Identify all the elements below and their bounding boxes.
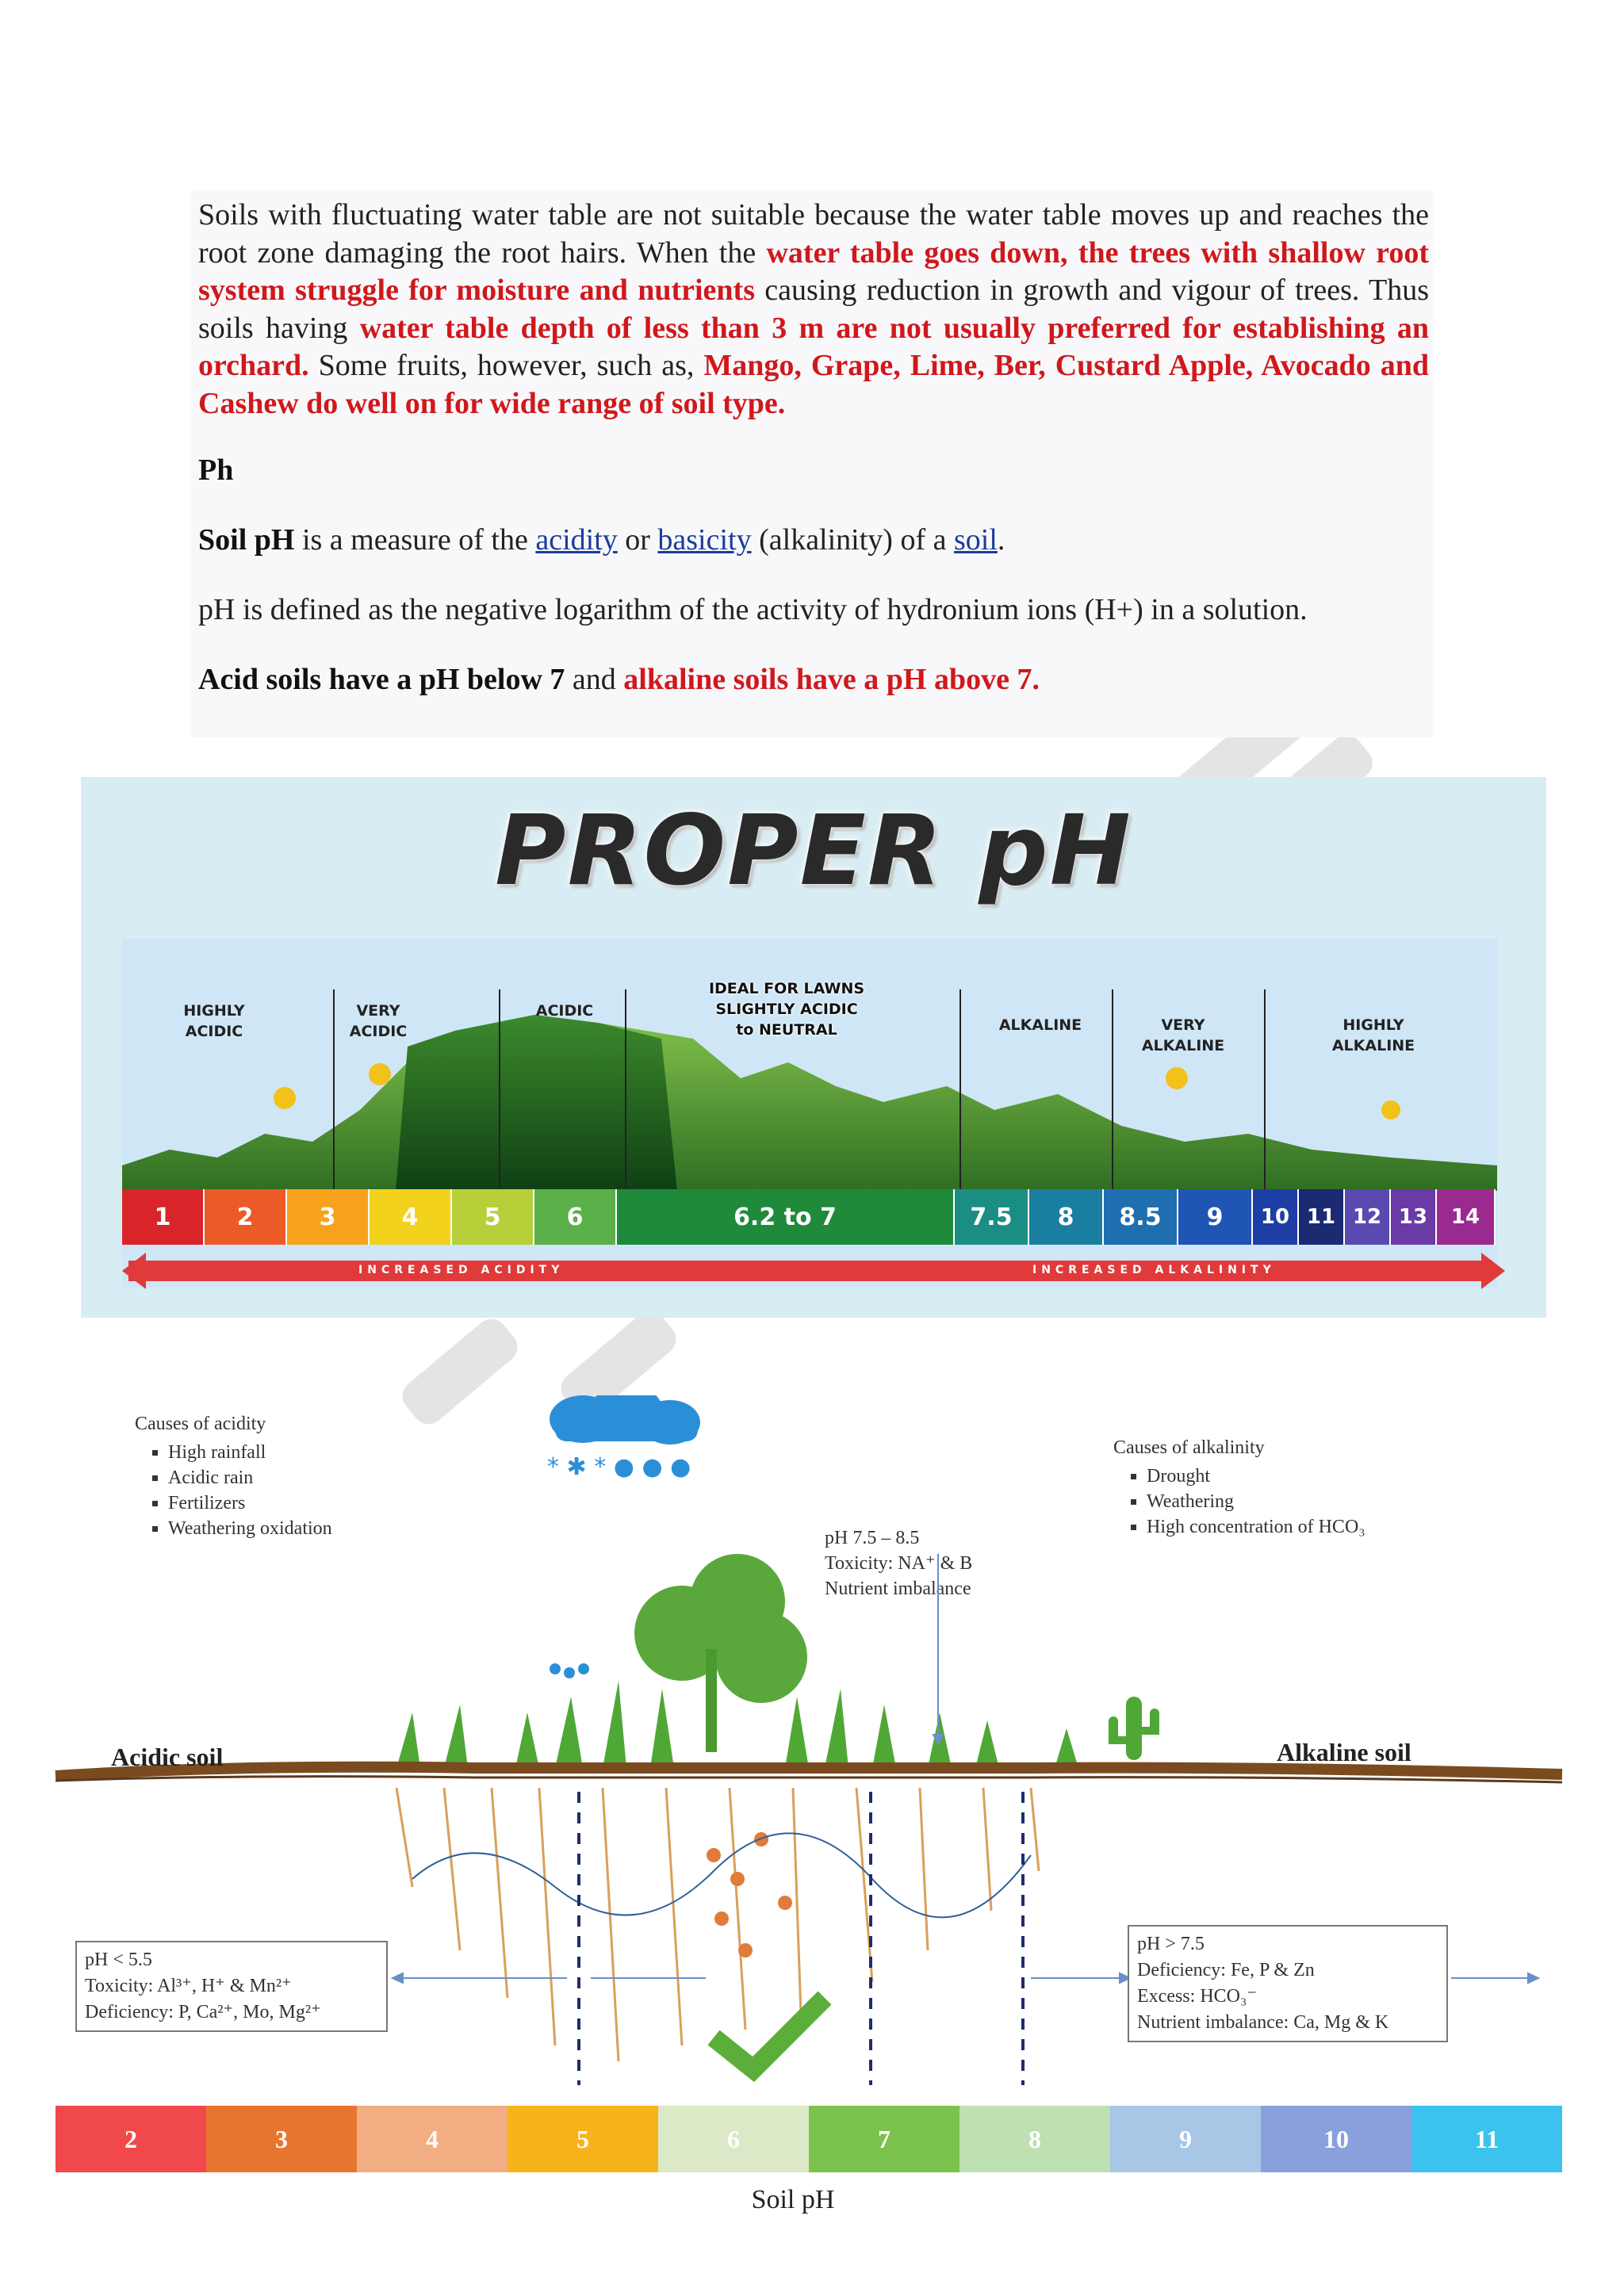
soil-ph-scale-cell: 11 bbox=[1411, 2106, 1562, 2172]
text-line: pH < 5.5 bbox=[85, 1950, 152, 1970]
ph-scale-cell: 6.2 to 7 bbox=[617, 1189, 955, 1245]
list-item: ▪ High concentration of HCO₃ bbox=[1147, 1514, 1365, 1540]
roots bbox=[396, 1788, 1039, 2061]
list-item: ▪ Acidic rain bbox=[168, 1465, 332, 1490]
soil-ph-scale-cell: 5 bbox=[508, 2106, 658, 2172]
water-drops-icon bbox=[550, 1663, 589, 1678]
zone-label-ideal: IDEAL FOR LAWNS SLIGHTLY ACIDIC to NEUTRAL bbox=[708, 980, 865, 1039]
nutrient-dots bbox=[707, 1832, 792, 1957]
list-item: ▪ Weathering bbox=[1147, 1489, 1365, 1514]
text-run: is a measure of the bbox=[294, 523, 536, 557]
soil-ph-scale-cell: 2 bbox=[56, 2106, 206, 2172]
ph-scale-cell: 9 bbox=[1178, 1189, 1253, 1245]
text-line: Nutrient imbalance bbox=[825, 1578, 971, 1599]
zone-label: ALKALINE bbox=[998, 1016, 1082, 1034]
text-run: Some fruits, however, such as, bbox=[308, 349, 704, 382]
ph-scale-cell: 14 bbox=[1437, 1189, 1496, 1245]
text-section bbox=[190, 190, 1434, 737]
text-line: Deficiency: P, Ca²⁺, Mo, Mg²⁺ bbox=[85, 2002, 321, 2022]
ph-scale-cell: 6 bbox=[534, 1189, 617, 1245]
proper-ph-figure bbox=[81, 777, 1546, 1318]
causes-acidity-title: Causes of acidity bbox=[135, 1414, 266, 1434]
alkaline-conditions-box bbox=[1128, 1925, 1448, 2042]
rain-cloud-icon bbox=[547, 1395, 700, 1481]
svg-text:* ✱ * ● ● ●: * ✱ * ● ● ● bbox=[547, 1453, 691, 1481]
bold-text: Soil pH bbox=[198, 523, 295, 557]
zone-label: VERY ACIDIC bbox=[349, 1002, 408, 1040]
ph-scale-cell: 12 bbox=[1345, 1189, 1391, 1245]
list-item: ▪ High rainfall bbox=[168, 1440, 332, 1465]
link-basicity[interactable]: basicity bbox=[657, 523, 752, 557]
zone-divider bbox=[1112, 989, 1113, 1210]
soil-ph-scale-cell: 7 bbox=[809, 2106, 959, 2172]
soil-ph-scale-cell: 6 bbox=[658, 2106, 809, 2172]
soil-ph-scale-cell: 3 bbox=[206, 2106, 357, 2172]
check-icon bbox=[714, 1998, 825, 2069]
ph-scale-cell: 5 bbox=[452, 1189, 534, 1245]
paragraph-ph-definition: pH is defined as the negative logarithm of the activity of hydronium ions (H+) in a solution. bbox=[198, 593, 1308, 626]
zone-label: HIGHLY ACIDIC bbox=[183, 1002, 245, 1040]
causes-alkalinity-title: Causes of alkalinity bbox=[1113, 1437, 1265, 1458]
highlight-text: alkaline soils have a pH above 7. bbox=[623, 663, 1040, 696]
zone-label: ACIDIC bbox=[535, 1002, 594, 1020]
text-line: pH > 7.5 bbox=[1137, 1934, 1205, 1954]
highlight-text: Mango, Grape, Lime, Ber, Custard Apple, Avocado and Cashew do well on for wide range of soil type. bbox=[198, 349, 1429, 420]
text-run: causing reduction in growth and vigour of trees. Thus soils having bbox=[198, 274, 1429, 345]
dandelion-icon bbox=[1381, 1100, 1400, 1119]
alkalinity-label: INCREASED ALKALINITY bbox=[1032, 1264, 1276, 1276]
text-run: (alkalinity) of a bbox=[751, 523, 954, 557]
zone-divider bbox=[499, 989, 500, 1210]
text-line: Nutrient imbalance: Ca, Mg & K bbox=[1137, 2012, 1389, 2033]
soil-ph-scale-cell: 10 bbox=[1261, 2106, 1411, 2172]
ph-scale-cell: 7.5 bbox=[955, 1189, 1029, 1245]
list-item: ▪ Drought bbox=[1147, 1464, 1365, 1489]
soil-ph-scale-cell: 4 bbox=[357, 2106, 508, 2172]
paragraph-soil-ph bbox=[198, 522, 1429, 560]
ph-scale-cell: 8.5 bbox=[1104, 1189, 1178, 1245]
ph-scale-cell: 1 bbox=[122, 1189, 205, 1245]
zone-divider bbox=[1264, 989, 1266, 1210]
text-line: Toxicity: NA⁺ & B bbox=[825, 1553, 973, 1574]
text-run: or bbox=[617, 523, 658, 557]
paragraph-acid-alkaline bbox=[198, 661, 1429, 699]
acidity-label: INCREASED ACIDITY bbox=[358, 1264, 565, 1276]
text-run: and bbox=[565, 663, 624, 696]
list-item: ▪ Fertilizers bbox=[168, 1490, 332, 1516]
list-item: ▪ Weathering oxidation bbox=[168, 1516, 332, 1541]
zone-divider bbox=[625, 989, 626, 1210]
text-run: Soils with fluctuating water table are not suitable because the water table moves up and reaches the root zone damaging the root hairs. When the bbox=[198, 198, 1429, 270]
dandelion-icon bbox=[274, 1087, 296, 1109]
paragraph-water-table bbox=[198, 197, 1429, 423]
text-line: Deficiency: Fe, P & Zn bbox=[1137, 1960, 1315, 1980]
ph-marker-lines bbox=[579, 1792, 1023, 2085]
zone-label: VERY ALKALINE bbox=[1141, 1016, 1225, 1054]
heading-ph: Ph bbox=[198, 453, 234, 487]
soil-ph-axis-label: Soil pH bbox=[751, 2185, 835, 2214]
grass-illustration bbox=[122, 1015, 1497, 1191]
acidic-soil-label: Acidic soil bbox=[111, 1743, 224, 1771]
cactus-icon bbox=[1109, 1697, 1159, 1760]
link-soil[interactable]: soil bbox=[953, 523, 998, 557]
ph-scale-cell: 10 bbox=[1253, 1189, 1299, 1245]
ph-scale-cell: 3 bbox=[287, 1189, 370, 1245]
dandelion-icon bbox=[1166, 1067, 1188, 1089]
zone-divider bbox=[959, 989, 961, 1210]
soil-ph-scale-cell: 9 bbox=[1110, 2106, 1261, 2172]
ph-scale-cell: 11 bbox=[1299, 1189, 1345, 1245]
text-line: pH 7.5 – 8.5 bbox=[825, 1528, 920, 1548]
bold-text: Acid soils have a pH below 7 bbox=[198, 663, 565, 696]
highlight-text: water table depth of less than 3 m are not usually preferred for establishing an orchard. bbox=[198, 311, 1429, 382]
ph-scale-cell: 4 bbox=[370, 1189, 452, 1245]
ph-scale-cell: 8 bbox=[1029, 1189, 1104, 1245]
arrowheads bbox=[81, 1249, 1546, 1294]
link-acidity[interactable]: acidity bbox=[535, 523, 618, 557]
dandelion-icon bbox=[369, 1063, 391, 1085]
text-line: Excess: HCO₃⁻ bbox=[1137, 1986, 1258, 2007]
zone-divider bbox=[333, 989, 335, 1210]
acidic-conditions-box bbox=[75, 1941, 388, 2032]
ph-scale-cell: 13 bbox=[1391, 1189, 1437, 1245]
highlight-text: water table goes down, the trees with shallow root system struggle for moisture and nutrients bbox=[198, 235, 1429, 307]
text-run: . bbox=[997, 523, 1005, 557]
alkaline-soil-label: Alkaline soil bbox=[1277, 1738, 1411, 1766]
figure-title: PROPER pH bbox=[495, 794, 1132, 907]
zone-label: HIGHLY ALKALINE bbox=[1331, 1016, 1415, 1054]
soil-ph-scale-cell: 8 bbox=[959, 2106, 1110, 2172]
text-line: Toxicity: Al³⁺, H⁺ & Mn²⁺ bbox=[85, 1976, 292, 1996]
ph-scale-cell: 2 bbox=[205, 1189, 287, 1245]
